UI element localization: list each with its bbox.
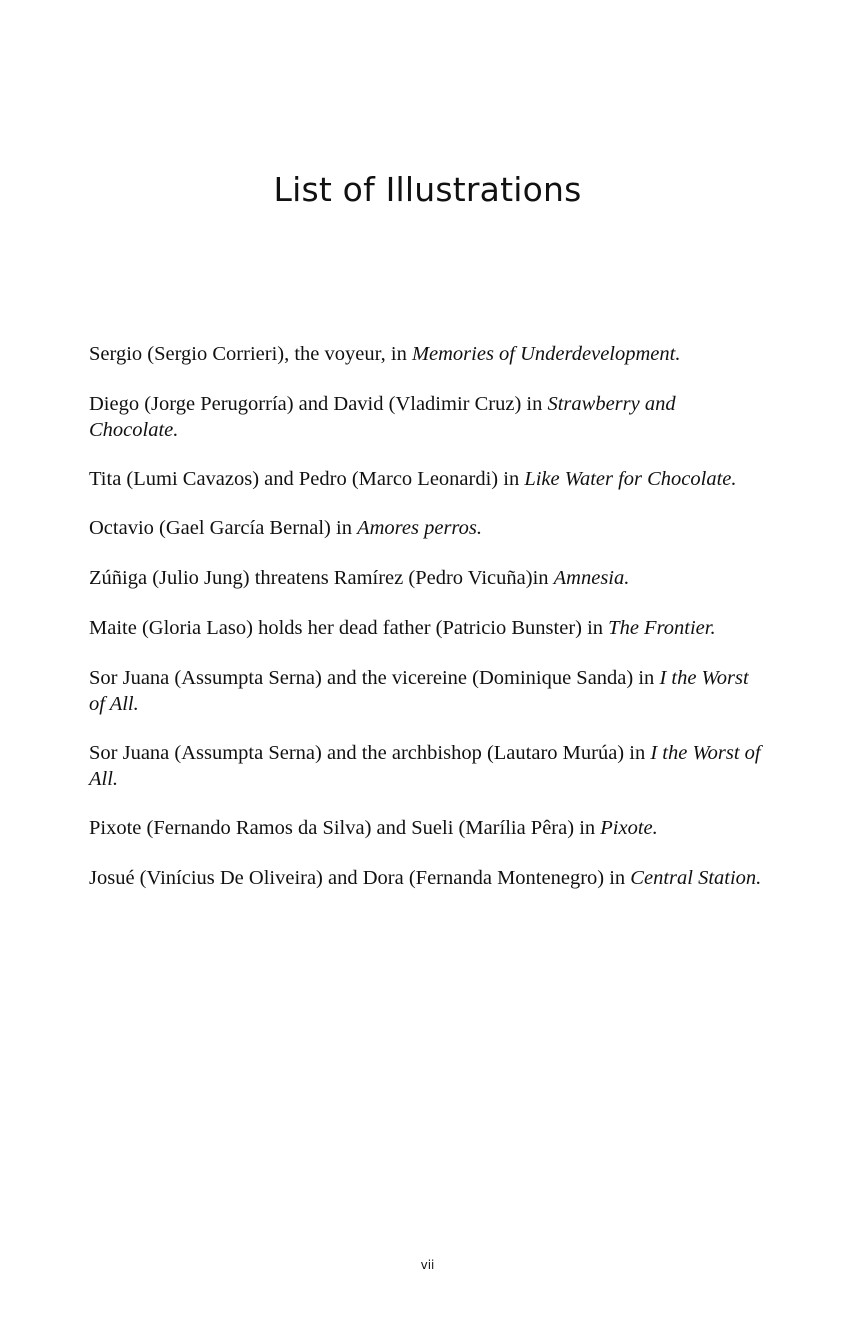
film-title: Central Station. [630, 867, 762, 889]
list-item [89, 466, 769, 492]
illustrations-list [89, 341, 769, 914]
caption-text: Zúñiga (Julio Jung) threatens Ramírez (Pedro Vicuña)in [89, 567, 554, 589]
list-item [89, 515, 769, 541]
list-item [89, 565, 769, 591]
page-number: vii [420, 1258, 435, 1272]
film-title: Amnesia. [553, 567, 630, 589]
list-item [89, 865, 769, 891]
film-title: Memories of Underdevelopment. [411, 343, 681, 365]
page-title: List of Illustrations [273, 170, 582, 209]
caption-text: Octavio (Gael García Bernal) in [89, 517, 358, 539]
caption-text: Josué (Vinícius De Oliveira) and Dora (Fernanda Montenegro) in [89, 867, 631, 889]
film-title: Pixote. [600, 817, 658, 839]
caption-text: Sor Juana (Assumpta Serna) and the vicereine (Dominique Sanda) in [89, 667, 660, 689]
list-item [89, 740, 769, 792]
list-item [89, 391, 769, 443]
caption-text: Sor Juana (Assumpta Serna) and the archbishop (Lautaro Murúa) in [89, 742, 651, 764]
film-title: Amores perros. [357, 517, 482, 539]
caption-text: Maite (Gloria Laso) holds her dead father (Patricio Bunster) in [89, 617, 609, 639]
caption-text: Pixote (Fernando Ramos da Silva) and Sueli (Marília Pêra) in [89, 817, 601, 839]
list-item [89, 665, 769, 717]
caption-text: Diego (Jorge Perugorría) and David (Vladimir Cruz) in [89, 393, 548, 415]
film-title: Strawberry and Chocolate. [89, 393, 676, 441]
film-title: Like Water for Chocolate. [524, 468, 737, 490]
list-item [89, 815, 769, 841]
list-item [89, 615, 769, 641]
film-title: The Frontier. [608, 617, 716, 639]
film-title: I the Worst of All. [89, 742, 761, 790]
caption-text: Sergio (Sergio Corrieri), the voyeur, in [89, 343, 412, 365]
caption-text: Tita (Lumi Cavazos) and Pedro (Marco Leonardi) in [89, 468, 525, 490]
film-title: I the Worst of All. [89, 667, 749, 715]
list-item [89, 341, 769, 367]
